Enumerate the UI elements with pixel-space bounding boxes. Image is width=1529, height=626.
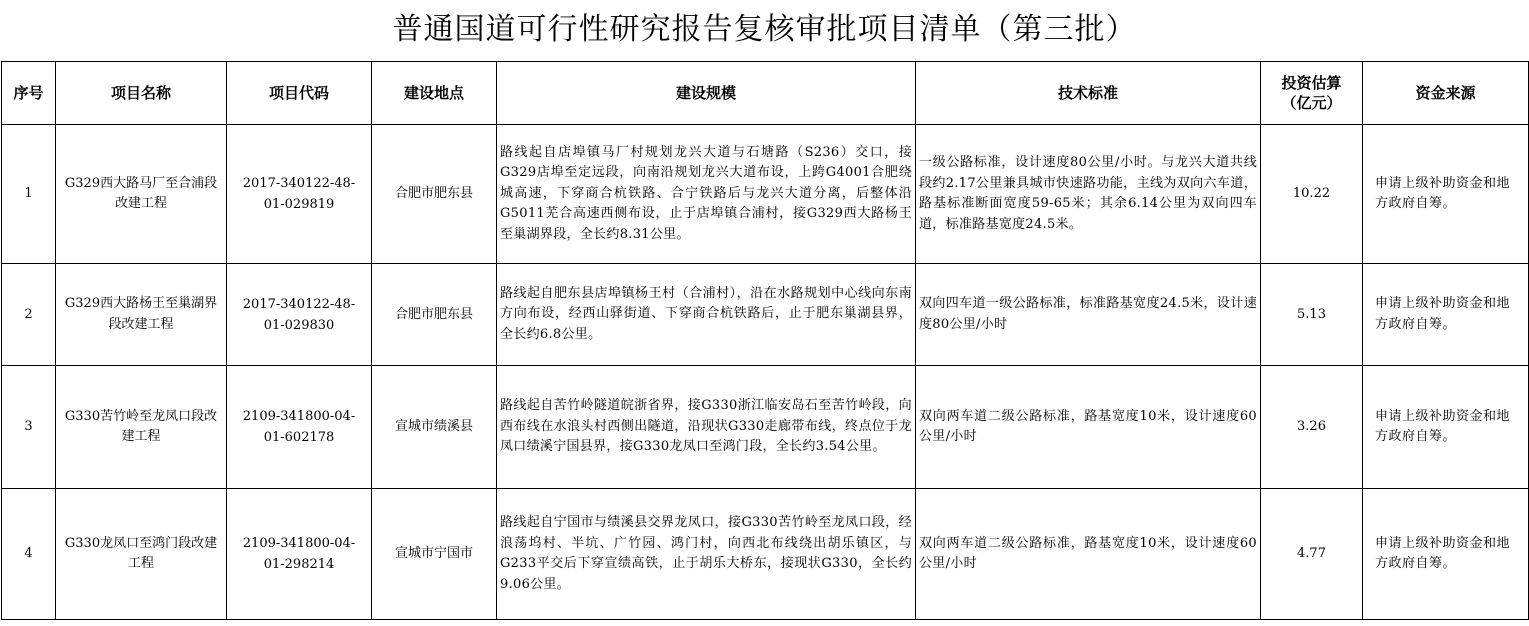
header-name: 项目名称	[56, 62, 227, 125]
cell-location: 合肥市肥东县	[372, 125, 497, 264]
project-table	[1, 61, 1529, 620]
cell-seq: 4	[2, 489, 56, 620]
header-code: 项目代码	[227, 62, 372, 125]
cell-scale: 路线起自肥东县店埠镇杨王村（合浦村），沿在水路规划中心线向东南方向布设，经西山驿街道、下穿商合杭铁路后，止于肥东巢湖县界，全长约6.8公里。	[497, 264, 916, 366]
cell-name: G330龙凤口至鸿门段改建工程	[56, 489, 227, 620]
page-title: 普通国道可行性研究报告复核审批项目清单（第三批）	[392, 12, 1137, 47]
cell-investment: 5.13	[1261, 264, 1363, 366]
cell-location: 宣城市绩溪县	[372, 366, 497, 489]
table-row	[2, 125, 1529, 264]
header-investment-label: 投资估算（亿元）	[1281, 74, 1342, 112]
cell-standard: 双向四车道一级公路标准，标准路基宽度24.5米，设计速度80公里/小时	[916, 264, 1261, 366]
cell-seq: 2	[2, 264, 56, 366]
table-header-row	[2, 62, 1529, 125]
cell-investment: 4.77	[1261, 489, 1363, 620]
cell-code: 2109-341800-04-01-602178	[227, 366, 372, 489]
header-location: 建设地点	[372, 62, 497, 125]
cell-code: 2017-340122-48-01-029819	[227, 125, 372, 264]
cell-name: G330苦竹岭至龙凤口段改建工程	[56, 366, 227, 489]
table-row	[2, 489, 1529, 620]
cell-investment: 3.26	[1261, 366, 1363, 489]
cell-funding: 申请上级补助资金和地方政府自筹。	[1363, 264, 1529, 366]
cell-location: 宣城市宁国市	[372, 489, 497, 620]
cell-scale: 路线起自店埠镇马厂村规划龙兴大道与石塘路（S236）交口，接G329店埠至定远段，向南沿规划龙兴大道布设，上跨G4001合肥绕城高速，下穿商合杭铁路、合宁铁路后与龙兴大道分离，后整体沿G5011芜合高速西侧布设，止于店埠镇合浦村，接G329西大路杨王至巢湖界段，全长约8.31公里。	[497, 125, 916, 264]
cell-scale: 路线起自苦竹岭隧道皖浙省界，接G330浙江临安岛石至苦竹岭段，向西布线在水浪头村西侧出隧道，沿现状G330走廊带布线，终点位于龙凤口绩溪宁国县界，接G330龙凤口至鸿门段，全长约3.54公里。	[497, 366, 916, 489]
cell-funding: 申请上级补助资金和地方政府自筹。	[1363, 489, 1529, 620]
cell-investment: 10.22	[1261, 125, 1363, 264]
header-funding: 资金来源	[1363, 62, 1529, 125]
cell-standard: 双向两车道二级公路标准，路基宽度10米，设计速度60公里/小时	[916, 489, 1261, 620]
cell-funding: 申请上级补助资金和地方政府自筹。	[1363, 366, 1529, 489]
header-standard: 技术标准	[916, 62, 1261, 125]
cell-standard: 一级公路标准，设计速度80公里/小时。与龙兴大道共线段约2.17公里兼具城市快速路功能，主线为双向六车道，路基标准断面宽度59-65米；其余6.14公里为双向四车道，标准路基宽度24.5米。	[916, 125, 1261, 264]
cell-scale: 路线起自宁国市与绩溪县交界龙凤口，接G330苦竹岭至龙凤口段，经浪荡坞村、半坑、广竹园、鸿门村，向西北布线绕出胡乐镇区，与G233平交后下穿宣绩高铁，止于胡乐大桥东，接现状G330，全长约9.06公里。	[497, 489, 916, 620]
cell-standard: 双向两车道二级公路标准，路基宽度10米，设计速度60公里/小时	[916, 366, 1261, 489]
cell-seq: 3	[2, 366, 56, 489]
cell-code: 2109-341800-04-01-298214	[227, 489, 372, 620]
cell-seq: 1	[2, 125, 56, 264]
header-scale: 建设规模	[497, 62, 916, 125]
table-row	[2, 264, 1529, 366]
table-row	[2, 366, 1529, 489]
header-seq: 序号	[2, 62, 56, 125]
header-investment	[1261, 62, 1363, 125]
cell-funding: 申请上级补助资金和地方政府自筹。	[1363, 125, 1529, 264]
cell-code: 2017-340122-48-01-029830	[227, 264, 372, 366]
cell-name: G329西大路马厂至合浦段改建工程	[56, 125, 227, 264]
cell-name: G329西大路杨王至巢湖界段改建工程	[56, 264, 227, 366]
cell-location: 合肥市肥东县	[372, 264, 497, 366]
